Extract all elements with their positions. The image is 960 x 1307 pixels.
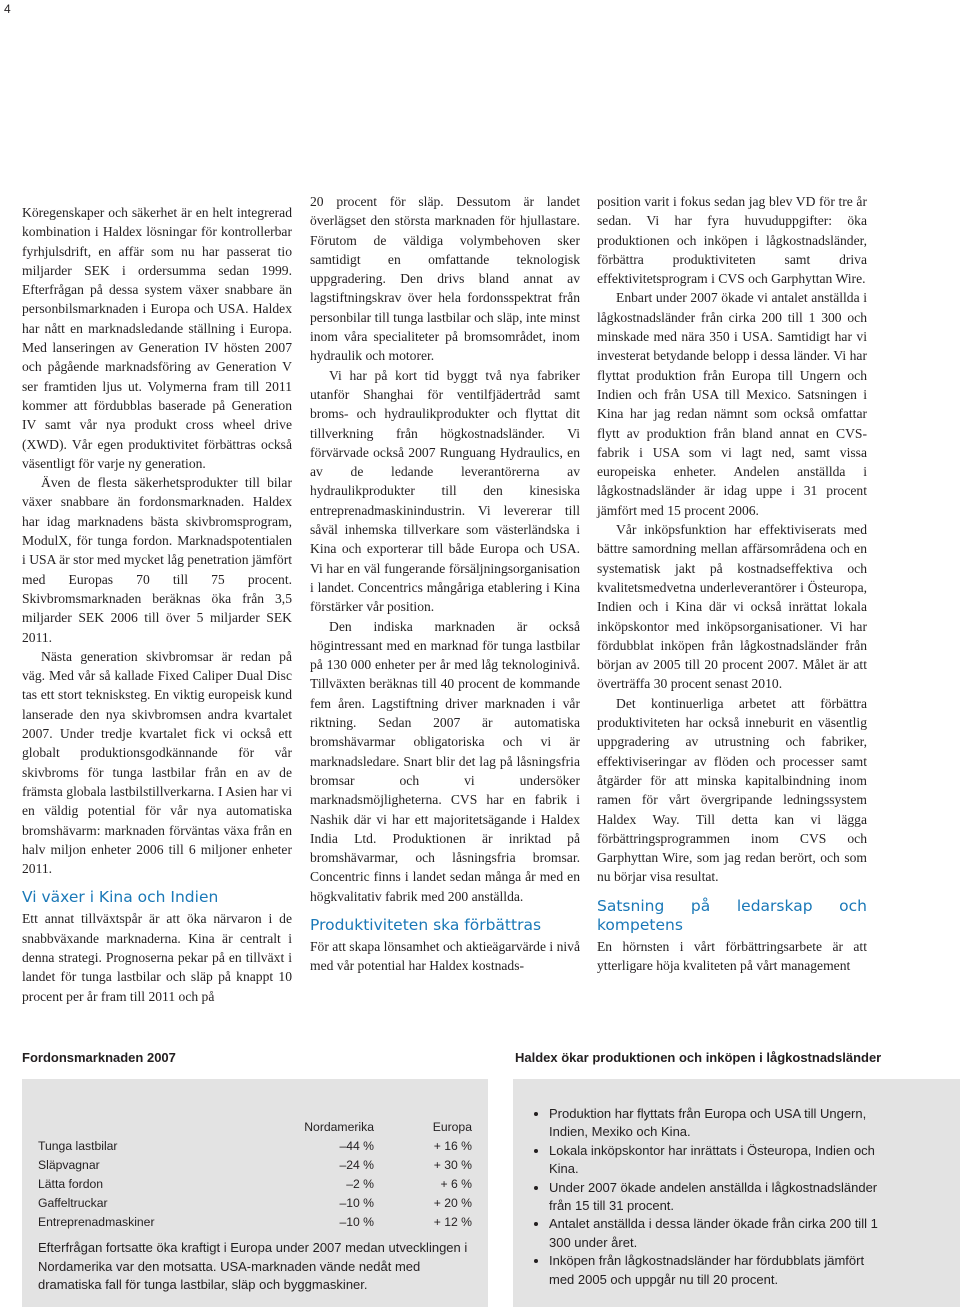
paragraph: Köregenskaper och säkerhet är en helt integrerad kombination i Haldex lösningar för kontrollerbar fyrhjulsdrift, en affär som nu har passerat tio miljarder SEK i ordersumma sedan 1999. Efterfrågan på dessa system växer snabbare än personbilsmarknaden i Europa och USA. Haldex har nått en marknadsledande ställning i Europa. Med lanseringen av Generation IV hösten 2007 och pågående marknadsföring av Generation V ser framtiden ljus ut. Volymerna fram till 2011 kommer att fördubblas baserade på Generation IV samt vår nya produkt cross wheel drive (XWD). Vår egen produktivitet förbättras också väsentligt för varje ny generation. <box>22 205 292 471</box>
text-column-3 <box>597 192 867 975</box>
paragraph: Ett annat tillväxtspår är att öka närvaron i de snabbväxande marknaderna. Kina är centralt i denna strategi. Prognoserna pekar på en tillväxt i landet för tunga lastbilar och släp på knappt 10 procent per år fram till 2011 och på <box>22 911 292 1004</box>
section-heading-china-india: Vi växer i Kina och Indien <box>22 888 219 907</box>
vehicle-market-table <box>38 1117 472 1231</box>
paragraph: För att skapa lönsamhet och aktieägarvärde i nivå med vår potential har Haldex kostnads- <box>310 938 580 974</box>
text-column-2 <box>310 192 580 976</box>
table-row <box>38 1212 472 1231</box>
value-europe: + 6 % <box>440 1176 472 1191</box>
section-heading-leadership: Satsning på ledarskap och kompetens <box>597 896 867 934</box>
paragraph: Även de flesta säkerhetsprodukter till bilar växer snabbare än fordonsmarknaden. Haldex har idag marknadens bästa skivbromsprogram, ModulX, för tunga fordon. Marknadspotentialen i USA är stor med mycket låg penetration jämfört med Europas 70 till 75 procent. Skivbromsmarknaden beräknas öka från 3,5 miljarder SEK 2006 till över 5 miljarder SEK 2011. <box>22 475 292 645</box>
value-europe: + 20 % <box>433 1195 472 1210</box>
table-row <box>38 1174 472 1193</box>
paragraph: 20 procent för släp. Dessutom är landet överlägset den största marknaden för hjullastare. Förutom de väldiga volymbehoven sker samtidigt en omfattande teknologisk uppgradering. Den drivs bland annat av lagstiftningskrav över hela fordonsspektrat från personbilar till tunga lastbilar och släp, inte minst inom våra specialiteter på bromsområdet, inom hydraulik och motorer. <box>310 194 580 364</box>
section-heading-productivity: Produktiviteten ska förbättras <box>310 915 542 934</box>
value-north-america: –24 % <box>339 1157 374 1172</box>
row-label: Tunga lastbilar <box>38 1138 118 1153</box>
low-cost-bullet-list <box>527 1105 879 1289</box>
paragraph: En hörnsten i vårt förbättringsarbete är att ytterligare höja kvaliteten på vårt management <box>597 938 867 973</box>
paragraph: Vi har på kort tid byggt två nya fabriker utanför Shanghai för ventilfjädertråd samt broms- och hydraulikprodukter och flyttat dit tillverkning från högkostnadsländer. Vi förvärvade också 2007 Runguang Hydraulics, en av de ledande leverantörerna av hydraulikprodukter till den kinesiska entreprenadmaskinindustrin. Vi levererar till såväl inhemska tillverkare som västerländska i Kina och exporterar till både Europa och USA. Vi har en väl fungerande försäljningsorganisation i landet. Concentrics mångåriga etablering i Kina förstärker vår position. <box>310 367 580 615</box>
row-label: Entreprenadmaskiner <box>38 1214 155 1229</box>
list-item: • Under 2007 ökade andelen anställda i lågkostnadsländer från 15 till 31 procent. <box>549 1179 879 1216</box>
value-europe: + 12 % <box>433 1214 472 1229</box>
list-item: • Lokala inköpskontor har inrättats i Östeuropa, Indien och Kina. <box>549 1142 879 1179</box>
row-label: Lätta fordon <box>38 1176 104 1191</box>
list-item: • Produktion har flyttats från Europa och USA till Ungern, Indien, Mexiko och Kina. <box>549 1105 879 1142</box>
text-column-1 <box>22 203 292 1006</box>
low-cost-box <box>513 1079 960 1307</box>
page-number: 4 <box>0 0 22 18</box>
paragraph: Den indiska marknaden är också högintressant med en marknad för tunga lastbilar på 130 000 enheter per år med låg teknologinivå. Tillväxten beräknas till 40 procent de kommande fem åren. Lagstiftning driver marknaden i vår riktning. Sedan 2007 är automatiska bromshävarmar obligatoriska och vi är marknadsledare. Snart blir det lag på låsningsfria bromsar och vi undersöker marknadsmöjligheterna. CVS har en fabrik i Nashik där vi har ett majoritetsägande i Haldex India Ltd. Produktionen är inriktad på bromshävarmar, och låsningsfria bromsar. Concentric finns i landet sedan många år med en högkvalitativ fabrik med 200 anställda. <box>310 618 580 904</box>
list-item: • Antalet anställda i dessa länder ökade från cirka 200 till 1 300 under året. <box>549 1215 879 1252</box>
paragraph: Enbart under 2007 ökade vi antalet anställda i lågkostnadsländer från cirka 200 till 1 300 och minskade med nära 350 i USA. Samtidigt har vi investerat betydande belopp i dessa länder. Vi har flyttat produktion från Europa till Ungern och Indien och från USA till Mexico. Satsningen i Kina har jag redan nämnt som också omfattar flytt av produktion från bland annat en CVS-fabrik i USA som vi lagt ned, samt vissa europeiska enheter. Andelen anställda i lågkostnadsländer är idag uppe i 31 procent jämfört med 15 procent 2006. <box>597 290 867 518</box>
value-europe: + 16 % <box>433 1138 472 1153</box>
column-header-north-america: Nordamerika <box>304 1119 374 1134</box>
vehicle-market-box <box>22 1079 488 1307</box>
table-row <box>38 1136 472 1155</box>
value-north-america: –44 % <box>339 1138 374 1153</box>
value-north-america: –2 % <box>346 1176 374 1191</box>
row-label: Släpvagnar <box>38 1157 100 1172</box>
value-north-america: –10 % <box>339 1214 374 1229</box>
vehicle-market-note: Efterfrågan fortsatte öka kraftigt i Europa under 2007 medan utvecklingen i Nordamerika var den motsatta. USA-marknaden vände nedåt med dramatiska fall för tunga lastbilar, släp och byggmaskiner. <box>38 1240 468 1292</box>
paragraph: Vår inköpsfunktion har effektiviserats med bättre samordning mellan affärsområdena och en systematisk jakt på kostnadseffektiva och kvalitetsmedvetna underleverantörer i Östeuropa, Indien och i Kina där vi också inrättat lokala inköpskontor med inköpsorganisationer. Vi har fördubblat inköpen från lågkostnadsländer från början av 2005 till 20 procent 2007. Målet är att överträffa 30 procent senast 2010. <box>597 522 867 692</box>
value-europe: + 30 % <box>433 1157 472 1172</box>
table-row <box>38 1155 472 1174</box>
paragraph: Det kontinuerliga arbetet att förbättra produktiviteten har också inneburit en väsentlig uppgradering av utrustning och fabriker, effektiviseringar av flöden och processer samt åtgärder för att minska kapitalbindning inom ramen för vårt övergripande ledningssystem Haldex Way. Till detta kan vi lägga förbättringsprogrammen inom CVS och Garphyttan Wire, som jag redan berört, och som nu börjar visa resultat. <box>597 695 867 885</box>
row-label: Gaffeltruckar <box>38 1195 108 1210</box>
value-north-america: –10 % <box>339 1195 374 1210</box>
box-title-low-cost: Haldex ökar produktionen och inköpen i lågkostnadsländer <box>515 1050 882 1065</box>
box-title-vehicle-market: Fordonsmarknaden 2007 <box>22 1050 176 1065</box>
table-row <box>38 1193 472 1212</box>
list-item: • Inköpen från lågkostnadsländer har fördubblats jämfört med 2005 och uppgår nu till 20 procent. <box>549 1252 879 1289</box>
paragraph: Nästa generation skivbromsar är redan på väg. Med vår så kallade Fixed Caliper Dual Disc tas ett stort teknisksteg. En viktig europeisk kund lanserade den nya skivbromsen andra kvartalet 2007. Under tredje kvartalet fick vi också ett globalt produktionsgodkännande för vår skivbroms för tunga lastbilar från en av de främsta globala lastbilstillverkarna. I Asien har vi en väldig potential för vår nya automatiska bromshävarm: marknaden förväntas växa från en halv miljon enheter 2006 till 6 miljoner enheter 2011. <box>22 648 292 877</box>
column-header-europe: Europa <box>432 1119 472 1134</box>
paragraph: position varit i fokus sedan jag blev VD för tre år sedan. Vi har fyra huvuduppgifter: öka produktionen och inköpen i lågkostnadsländer, förbättra produktiviteten samt driva effektivitetsprogram i CVS och Garphyttan Wire. <box>597 194 867 287</box>
table-header-row <box>38 1117 472 1136</box>
